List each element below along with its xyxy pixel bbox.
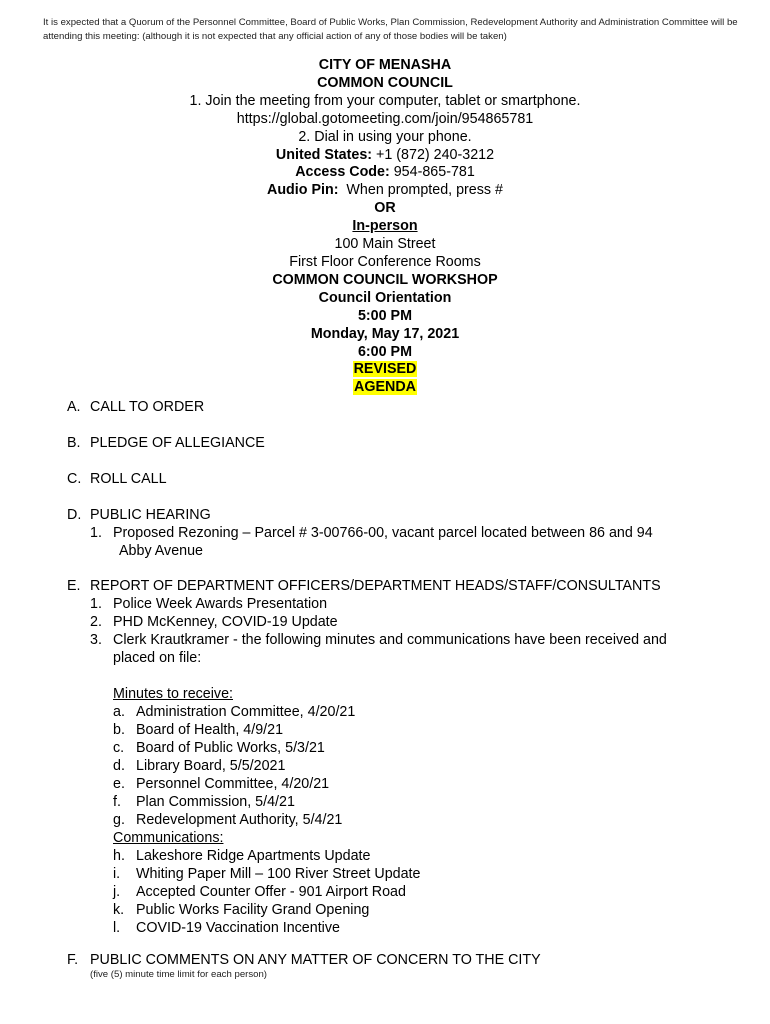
list-item-continuation: Abby Avenue bbox=[119, 543, 204, 559]
item-number: 1. bbox=[90, 596, 102, 612]
item-number: 3. bbox=[90, 632, 102, 648]
meeting-url[interactable]: https://global.gotomeeting.com/join/954865781 bbox=[236, 110, 534, 127]
item-text: COVID-19 Vaccination Incentive bbox=[136, 920, 340, 936]
section-call-to-order bbox=[67, 398, 204, 416]
item-letter: l. bbox=[113, 920, 121, 936]
section-title: PUBLIC COMMENTS ON ANY MATTER OF CONCERN TO THE CITY bbox=[90, 952, 541, 968]
section-public-hearing bbox=[67, 506, 211, 524]
minutes-item bbox=[113, 721, 283, 739]
access-code-line bbox=[0, 164, 770, 182]
section-reports bbox=[67, 577, 661, 595]
section-title: PUBLIC HEARING bbox=[90, 507, 211, 523]
item-letter: b. bbox=[113, 722, 125, 738]
item-letter: g. bbox=[113, 812, 125, 828]
phone-number: +1 (872) 240-3212 bbox=[372, 146, 495, 163]
workshop-subtitle: Council Orientation bbox=[318, 289, 452, 306]
time-limit-note: (five (5) minute time limit for each person) bbox=[90, 969, 268, 980]
list-item-continuation: placed on file: bbox=[113, 650, 202, 666]
minutes-item bbox=[113, 811, 342, 829]
audio-pin-line bbox=[0, 182, 770, 200]
minutes-item bbox=[113, 757, 285, 775]
section-letter: A. bbox=[67, 399, 81, 415]
minutes-item bbox=[113, 775, 329, 793]
item-letter: e. bbox=[113, 776, 125, 792]
section-pledge bbox=[67, 434, 265, 452]
section-title: CALL TO ORDER bbox=[90, 399, 205, 415]
meeting-date: Monday, May 17, 2021 bbox=[310, 325, 460, 342]
item-letter: k. bbox=[113, 902, 125, 918]
access-code-value: 954-865-781 bbox=[389, 164, 475, 181]
section-letter: F. bbox=[67, 952, 79, 968]
communication-item bbox=[113, 865, 420, 883]
item-text: Proposed Rezoning – Parcel # 3-00766-00, vacant parcel located between 86 and 94 bbox=[113, 525, 653, 541]
item-text: Police Week Awards Presentation bbox=[113, 596, 328, 612]
workshop-time: 5:00 PM bbox=[357, 307, 413, 324]
item-text: Redevelopment Authority, 5/4/21 bbox=[136, 812, 343, 828]
item-text: Lakeshore Ridge Apartments Update bbox=[136, 848, 371, 864]
agenda-line bbox=[0, 379, 770, 397]
list-item bbox=[90, 613, 338, 631]
item-text: Board of Public Works, 5/3/21 bbox=[136, 740, 325, 756]
audio-pin-label: Audio Pin: bbox=[267, 182, 339, 199]
join-instruction: 1. Join the meeting from your computer, tablet or smartphone. bbox=[189, 92, 581, 109]
item-text: Board of Health, 4/9/21 bbox=[136, 722, 284, 738]
minutes-item bbox=[113, 739, 325, 757]
section-title: ROLL CALL bbox=[90, 471, 167, 487]
item-text: Public Works Facility Grand Opening bbox=[136, 902, 370, 918]
communication-item bbox=[113, 883, 406, 901]
in-person-heading: In-person bbox=[352, 218, 418, 235]
item-letter: a. bbox=[113, 704, 125, 720]
phone-line bbox=[0, 147, 770, 165]
list-item bbox=[90, 524, 653, 542]
meeting-rooms: First Floor Conference Rooms bbox=[289, 253, 481, 270]
section-letter: C. bbox=[67, 471, 82, 487]
city-name: CITY OF MENASHA bbox=[318, 57, 452, 73]
section-title: PLEDGE OF ALLEGIANCE bbox=[90, 435, 265, 451]
council-name: COMMON COUNCIL bbox=[317, 74, 453, 91]
meeting-time: 6:00 PM bbox=[357, 343, 413, 360]
minutes-item bbox=[113, 703, 355, 721]
item-text: Whiting Paper Mill – 100 River Street Update bbox=[136, 866, 421, 882]
section-letter: E. bbox=[67, 578, 81, 594]
revised-line bbox=[0, 361, 770, 379]
item-number: 2. bbox=[90, 614, 102, 630]
item-text: Administration Committee, 4/20/21 bbox=[136, 704, 356, 720]
section-public-comments bbox=[67, 951, 541, 969]
revised-label: REVISED bbox=[353, 361, 417, 378]
item-text: Library Board, 5/5/2021 bbox=[136, 758, 286, 774]
item-letter: d. bbox=[113, 758, 125, 774]
meeting-address: 100 Main Street bbox=[334, 236, 436, 253]
or-separator: OR bbox=[374, 200, 396, 217]
dial-instruction: 2. Dial in using your phone. bbox=[298, 128, 472, 145]
communication-item bbox=[113, 901, 369, 919]
phone-label: United States: bbox=[275, 146, 373, 163]
item-text: Accepted Counter Offer - 901 Airport Road bbox=[136, 884, 406, 900]
agenda-label: AGENDA bbox=[354, 379, 416, 396]
agenda-header bbox=[0, 57, 770, 397]
section-letter: D. bbox=[67, 507, 82, 523]
workshop-title: COMMON COUNCIL WORKSHOP bbox=[272, 271, 498, 288]
quorum-notice: It is expected that a Quorum of the Personnel Committee, Board of Public Works, Plan Commission, Redevelopment Authority and Administration Committee will be attending this meeting: (although it is not expected that any official action of any of those bodies will be taken) bbox=[43, 17, 738, 42]
minutes-heading: Minutes to receive: bbox=[113, 686, 233, 702]
minutes-item bbox=[113, 793, 295, 811]
list-item bbox=[90, 631, 667, 649]
item-text: PHD McKenney, COVID-19 Update bbox=[113, 614, 338, 630]
item-text: Plan Commission, 5/4/21 bbox=[136, 794, 295, 810]
item-number: 1. bbox=[90, 525, 102, 541]
section-roll-call bbox=[67, 470, 167, 488]
communication-item bbox=[113, 919, 340, 937]
item-letter: j. bbox=[113, 884, 121, 900]
access-code-label: Access Code: bbox=[295, 164, 390, 181]
audio-pin-value: When prompted, press # bbox=[338, 182, 503, 199]
item-letter: h. bbox=[113, 848, 125, 864]
item-letter: i. bbox=[113, 866, 121, 882]
item-text: Personnel Committee, 4/20/21 bbox=[136, 776, 330, 792]
item-letter: f. bbox=[113, 794, 121, 810]
item-text: Clerk Krautkramer - the following minutes and communications have been received and bbox=[113, 632, 667, 648]
list-item bbox=[90, 595, 327, 613]
section-letter: B. bbox=[67, 435, 81, 451]
communications-heading: Communications: bbox=[113, 830, 224, 846]
section-title: REPORT OF DEPARTMENT OFFICERS/DEPARTMENT HEADS/STAFF/CONSULTANTS bbox=[90, 578, 661, 594]
communication-item bbox=[113, 847, 370, 865]
item-letter: c. bbox=[113, 740, 125, 756]
